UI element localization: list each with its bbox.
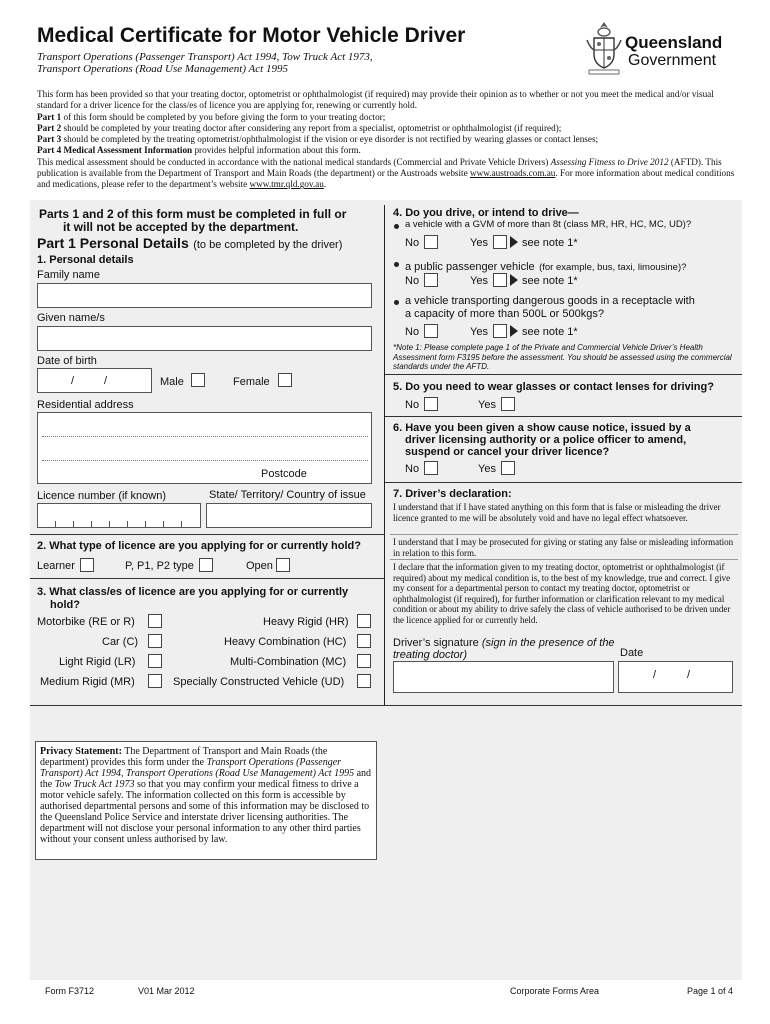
p-type-checkbox[interactable] bbox=[199, 558, 213, 572]
heavy-rigid-label: Heavy Rigid (HR) bbox=[263, 616, 349, 628]
q4-public-yes-checkbox[interactable] bbox=[493, 273, 507, 287]
signature-input[interactable] bbox=[393, 661, 614, 693]
open-label: Open bbox=[246, 560, 273, 572]
given-names-label: Given name/s bbox=[37, 312, 105, 324]
q4-gvm-see-note: see note 1* bbox=[522, 237, 578, 249]
arrow-right-icon bbox=[510, 325, 518, 337]
motorbike-label: Motorbike (RE or R) bbox=[37, 616, 135, 628]
privacy-text-1: The Department of Transport and Main Roads (the department) provides this form under the bbox=[40, 746, 328, 768]
medium-rigid-label: Medium Rigid (MR) bbox=[40, 676, 135, 688]
heavy-rigid-checkbox[interactable] bbox=[357, 614, 371, 628]
dob-separator-2: / bbox=[104, 375, 108, 387]
acts-line-2: Transport Operations (Road Use Management) Act 1995 bbox=[37, 63, 288, 75]
q4-dangerous-no-label: No bbox=[405, 326, 420, 338]
std-text-b: (AFTD). This publication is available from the Department of Transport and Main Roads (the department) or the Austroads website bbox=[37, 156, 722, 179]
q4-dangerous-line-1: a vehicle transporting dangerous goods in a receptacle with bbox=[405, 295, 695, 307]
part1-text: of this form should be completed by you before giving the form to your treating doctor; bbox=[61, 111, 386, 122]
q4-dangerous-line-2: a capacity of more than 500L or 500kgs? bbox=[405, 308, 604, 320]
part1-subtitle: (to be completed by the driver) bbox=[193, 239, 343, 251]
declaration-2: I understand that I may be prosecuted for giving or stating any false or misleading information in relation to this form. bbox=[393, 537, 734, 558]
question-2: 2. What type of licence are you applying for or currently hold? bbox=[37, 540, 361, 552]
declaration-3: I declare that the information given to my treating doctor, optometrist or ophthalmologist (if required) about my medical condition is, to the best of my knowledge, true and correct. I give my consent for a departmental person to contact my treating doctor, optometrist or ophthalmologist (if required), for further information or clarification relevant to my medical condition or about my ability to drive safely the class of vehicle authorised to be driven under the licence applied for or currently held. bbox=[393, 562, 731, 625]
digit-tick bbox=[55, 521, 56, 527]
dob-label: Date of birth bbox=[37, 355, 97, 367]
part4-text: provides helpful information about this form. bbox=[192, 145, 361, 156]
std-text-a: This medical assessment should be conducted in accordance with the national medical standards (Commercial and Private Vehicle Drivers) bbox=[37, 156, 551, 167]
special-vehicle-label: Specially Constructed Vehicle (UD) bbox=[173, 676, 345, 688]
warning-line-2: it will not be accepted by the department. bbox=[63, 220, 299, 234]
q4-public-text-a: a public passenger vehicle bbox=[405, 261, 535, 273]
learner-label: Learner bbox=[37, 560, 75, 572]
q5-yes-checkbox[interactable] bbox=[501, 397, 515, 411]
light-rigid-label: Light Rigid (LR) bbox=[59, 656, 136, 668]
family-name-label: Family name bbox=[37, 269, 100, 281]
declaration-rule bbox=[390, 559, 738, 560]
std-text-d: . bbox=[323, 179, 327, 190]
q4-public-text-b: (for example, bus, taxi, limousine)? bbox=[539, 262, 687, 273]
car-label: Car (C) bbox=[102, 636, 139, 648]
arrow-right-icon bbox=[510, 236, 518, 248]
part1-label: Part 1 bbox=[37, 111, 62, 122]
section-rule bbox=[30, 705, 742, 706]
part4-label: Part 4 Medical Assessment Information bbox=[37, 145, 193, 156]
date-separator-2: / bbox=[687, 669, 691, 681]
q4-dangerous-yes-checkbox[interactable] bbox=[493, 324, 507, 338]
q6-no-checkbox[interactable] bbox=[424, 461, 438, 475]
signature-label-note: (sign in the presence of the treating doctor) bbox=[393, 637, 615, 661]
digit-tick bbox=[109, 521, 110, 527]
declaration-rule bbox=[390, 534, 738, 535]
digit-tick bbox=[145, 521, 146, 527]
digit-tick bbox=[73, 521, 74, 527]
part1-title: Part 1 Personal Details bbox=[37, 235, 189, 251]
section-rule bbox=[385, 416, 742, 417]
address-line-2 bbox=[42, 460, 368, 461]
q4-public-no-checkbox[interactable] bbox=[424, 273, 438, 287]
part2-label: Part 2 bbox=[37, 122, 62, 133]
learner-checkbox[interactable] bbox=[80, 558, 94, 572]
std-publication: Assessing Fitness to Drive 2012 bbox=[550, 156, 669, 167]
address-label: Residential address bbox=[37, 399, 134, 411]
intro-paragraph: This form has been provided so that your treating doctor, optometrist or ophthalmologist (if required) may provide their opinion as to whether or not you meet the medical and/or visual standard for a driver licence for the class/es of licence you are applying for, renewing or currently hold. bbox=[37, 89, 714, 111]
section-rule bbox=[30, 534, 384, 535]
page-number: Page 1 of 4 bbox=[687, 986, 734, 996]
part2-text: should be completed by your treating doctor after considering any report from a specialist, optometrist or ophthalmologist (if required); bbox=[61, 122, 562, 133]
q4-public-text bbox=[405, 257, 686, 275]
q4-gvm-yes-label: Yes bbox=[470, 237, 488, 249]
privacy-tow-truck-act: Tow Truck Act 1973 bbox=[54, 779, 135, 790]
dob-separator-1: / bbox=[71, 375, 75, 387]
digit-tick bbox=[163, 521, 164, 527]
female-checkbox[interactable] bbox=[278, 373, 292, 387]
question-5: 5. Do you need to wear glasses or contact lenses for driving? bbox=[393, 381, 714, 393]
note-1: *Note 1: Please complete page 1 of the Private and Commercial Vehicle Driver’s Health Assessment form F3195 before the assessment. You should be assessed using the commercial standards under the AFTD. bbox=[393, 343, 732, 371]
state-input[interactable] bbox=[206, 503, 372, 528]
privacy-label: Privacy Statement: bbox=[40, 746, 122, 757]
q5-yes-label: Yes bbox=[478, 399, 496, 411]
question-7: 7. Driver’s declaration: bbox=[393, 488, 512, 500]
state-label: State/ Territory/ Country of issue bbox=[209, 489, 366, 501]
p-type-label: P, P1, P2 type bbox=[125, 560, 194, 572]
motorbike-checkbox[interactable] bbox=[148, 614, 162, 628]
q6-yes-checkbox[interactable] bbox=[501, 461, 515, 475]
q4-dangerous-no-checkbox[interactable] bbox=[424, 324, 438, 338]
medium-rigid-checkbox[interactable] bbox=[148, 674, 162, 688]
date-label: Date bbox=[620, 647, 644, 659]
section-rule bbox=[385, 374, 742, 375]
question-6-line-1: 6. Have you been given a show cause notice, issued by a bbox=[393, 422, 691, 434]
date-input[interactable] bbox=[618, 661, 733, 693]
male-label: Male bbox=[160, 376, 184, 388]
acts-line-1: Transport Operations (Passenger Transport) Act 1994, Tow Truck Act 1973, bbox=[37, 51, 373, 63]
q6-no-label: No bbox=[405, 463, 420, 475]
question-6-line-2: driver licensing authority or a police officer to amend, bbox=[405, 434, 687, 446]
signature-label bbox=[393, 637, 633, 661]
dob-input[interactable] bbox=[37, 368, 152, 393]
corporate-forms-area: Corporate Forms Area bbox=[510, 986, 600, 996]
form-number: Form F3712 bbox=[45, 986, 95, 996]
q5-no-checkbox[interactable] bbox=[424, 397, 438, 411]
arrow-right-icon bbox=[510, 274, 518, 286]
bullet-icon bbox=[394, 262, 399, 267]
privacy-acts: Transport Operations (Passenger Transport) Act 1994, Transport Operations (Road Use Management) Act 1995 bbox=[40, 757, 355, 779]
column-divider bbox=[384, 205, 385, 705]
family-name-input[interactable] bbox=[37, 283, 372, 308]
q6-yes-label: Yes bbox=[478, 463, 496, 475]
std-text-c: . For more information about medical conditions and medications, please refer to the department’s website bbox=[37, 168, 735, 190]
q4-public-see-note: see note 1* bbox=[522, 275, 578, 287]
car-checkbox[interactable] bbox=[148, 634, 162, 648]
male-checkbox[interactable] bbox=[191, 373, 205, 387]
postcode-label: Postcode bbox=[261, 468, 307, 480]
privacy-statement bbox=[35, 741, 377, 860]
open-checkbox[interactable] bbox=[276, 558, 290, 572]
address-line-1 bbox=[42, 436, 368, 437]
warning-line-1: Parts 1 and 2 of this form must be completed in full or bbox=[39, 207, 347, 221]
q4-gvm-text: a vehicle with a GVM of more than 8t (class MR, HR, HC, MC, UD)? bbox=[405, 219, 692, 230]
multi-combination-checkbox[interactable] bbox=[357, 654, 371, 668]
austroads-link[interactable]: www.austroads.com.au bbox=[470, 168, 556, 179]
part1-heading bbox=[37, 235, 342, 253]
q4-dangerous-yes-label: Yes bbox=[470, 326, 488, 338]
bullet-icon bbox=[394, 300, 399, 305]
question-3-line-1: 3. What class/es of licence are you applying for or currently bbox=[37, 586, 349, 598]
multi-combination-label: Multi-Combination (MC) bbox=[230, 656, 347, 668]
licence-number-label: Licence number (if known) bbox=[37, 490, 167, 502]
special-vehicle-checkbox[interactable] bbox=[357, 674, 371, 688]
intro-text bbox=[37, 89, 737, 191]
privacy-text-3: so that you may confirm your medical fitness to drive a motor vehicle safely. The information collected on this form is accessible by authorised departmental persons and some of this information may be disclosed to the Queensland Police Service and interstate driver licensing authorities. The department will not disclose your personal information to any other third parties without your consent unless authorised by law. bbox=[40, 779, 370, 845]
given-names-input[interactable] bbox=[37, 326, 372, 351]
gov-subtitle: Government bbox=[628, 52, 717, 69]
q4-public-no-label: No bbox=[405, 275, 420, 287]
privacy-text-2: and the bbox=[40, 768, 372, 790]
digit-tick bbox=[91, 521, 92, 527]
question-3-line-2: hold? bbox=[50, 599, 80, 611]
licence-number-input[interactable] bbox=[37, 503, 201, 528]
question-4: 4. Do you drive, or intend to drive— bbox=[393, 207, 579, 219]
q4-gvm-no-checkbox[interactable] bbox=[424, 235, 438, 249]
queensland-crest-icon bbox=[585, 20, 623, 76]
female-label: Female bbox=[233, 376, 270, 388]
heavy-combination-label: Heavy Combination (HC) bbox=[224, 636, 347, 648]
part3-label: Part 3 bbox=[37, 134, 62, 145]
heavy-combination-checkbox[interactable] bbox=[357, 634, 371, 648]
q5-no-label: No bbox=[405, 399, 420, 411]
section-rule bbox=[385, 482, 742, 483]
signature-label-text: Driver’s signature bbox=[393, 637, 479, 649]
digit-tick bbox=[181, 521, 182, 527]
tmr-link[interactable]: www.tmr.qld.gov.au bbox=[249, 179, 324, 190]
q4-dangerous-see-note: see note 1* bbox=[522, 326, 578, 338]
q4-public-yes-label: Yes bbox=[470, 275, 488, 287]
form-title: Medical Certificate for Motor Vehicle Driver bbox=[37, 24, 466, 47]
section-rule bbox=[30, 578, 384, 579]
q4-gvm-no-label: No bbox=[405, 237, 420, 249]
gov-name: Queensland bbox=[625, 33, 723, 52]
light-rigid-checkbox[interactable] bbox=[148, 654, 162, 668]
declaration-1: I understand that if I have stated anything on this form that is false or misleading the driver licence granted to me will be absolutely void and have no legal effect whatsoever. bbox=[393, 502, 721, 523]
form-version: V01 Mar 2012 bbox=[138, 986, 195, 996]
q4-gvm-yes-checkbox[interactable] bbox=[493, 235, 507, 249]
digit-tick bbox=[127, 521, 128, 527]
address-input[interactable] bbox=[37, 412, 372, 484]
date-separator-1: / bbox=[653, 669, 657, 681]
acts-reference bbox=[37, 51, 373, 75]
bullet-icon bbox=[394, 224, 399, 229]
part3-text: should be completed by the treating optometrist/ophthalmologist if the vision or eye disorder is not rectified by wearing glasses or contact lenses; bbox=[61, 134, 599, 145]
question-6-line-3: suspend or cancel your driver licence? bbox=[405, 446, 610, 458]
section1-title: 1. Personal details bbox=[37, 254, 134, 266]
